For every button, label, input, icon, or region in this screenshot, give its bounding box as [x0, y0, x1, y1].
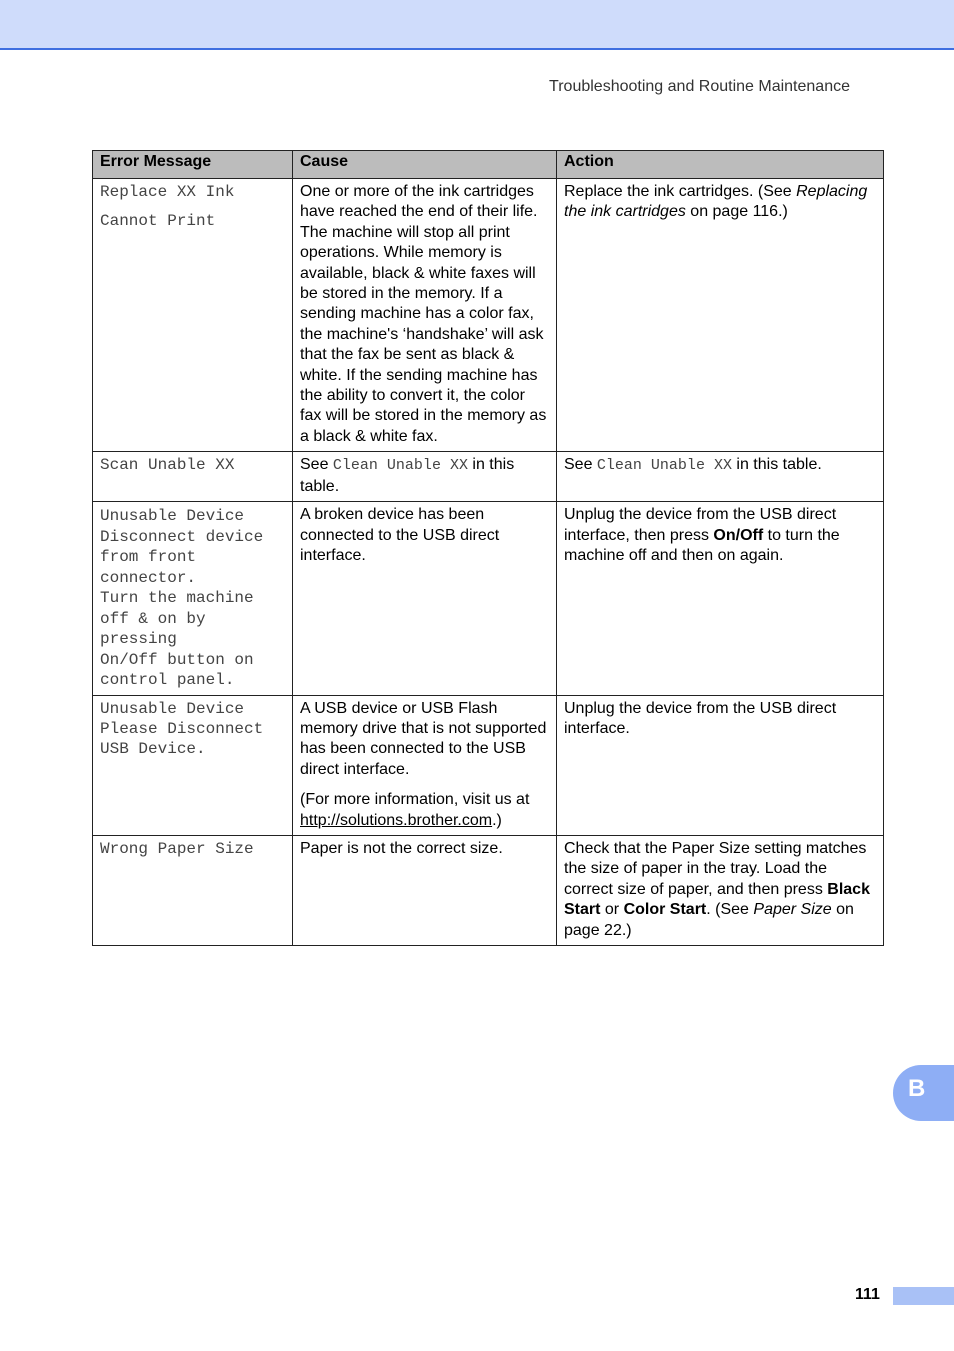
cause-cell: Paper is not the correct size. — [293, 836, 557, 946]
action-cell: Unplug the device from the USB direct interface. — [557, 695, 884, 835]
error-message-cell — [93, 452, 293, 502]
action-cell — [557, 179, 884, 452]
action-text: See — [564, 456, 597, 474]
table-row — [93, 695, 884, 835]
error-message-line: Turn the machine — [100, 589, 254, 608]
error-message-line: off & on by pressing — [100, 609, 206, 649]
table-header-row — [93, 151, 884, 179]
table-row — [93, 836, 884, 946]
error-message-line: from front connector. — [100, 548, 197, 587]
error-message-line: Wrong Paper Size — [100, 840, 254, 859]
error-message-line: Unusable Device — [100, 507, 245, 526]
action-text: to turn the machine off and then on again. — [564, 526, 840, 564]
column-header-action: Action — [557, 151, 884, 179]
error-message-line: Scan Unable XX — [100, 456, 235, 475]
action-text: Unplug the device from the USB direct interface, then press — [564, 506, 837, 544]
cause-cell — [293, 452, 557, 502]
action-text: Replace the ink cartridges. (See — [564, 183, 797, 200]
cause-cell — [293, 695, 557, 835]
error-message-cell — [93, 502, 293, 696]
header-band — [0, 0, 954, 50]
column-header-cause: Cause — [293, 151, 557, 179]
action-cell — [557, 452, 884, 502]
running-header-title: Troubleshooting and Routine Maintenance — [549, 78, 850, 95]
action-text: on page 22.) — [564, 901, 854, 939]
more-info-text — [300, 790, 549, 831]
action-text: Check that the Paper Size setting matches the size of paper in the tray. Load the correct size of paper, and then press — [564, 840, 867, 898]
code-reference: Clean Unable XX — [332, 457, 468, 475]
cause-cell: A broken device has been connected to the USB direct interface. — [293, 502, 557, 696]
support-website-link[interactable]: http://solutions.brother.com — [300, 811, 493, 829]
error-message-line: control panel. — [100, 671, 235, 690]
error-message-cell — [93, 179, 293, 452]
code-reference: Clean Unable XX — [596, 457, 732, 475]
cross-reference: Paper Size — [753, 901, 832, 919]
button-name: On/Off — [713, 526, 764, 544]
table-row — [93, 502, 884, 696]
cause-text: See — [300, 456, 333, 474]
error-message-table — [92, 150, 884, 946]
cause-text: A USB device or USB Flash memory drive that is not supported has been connected to the USB direct interface. — [300, 699, 547, 778]
more-info-prefix: (For more information, visit us at — [300, 791, 530, 809]
cause-cell: One or more of the ink cartridges have reached the end of their life. The machine will stop all print operations. While memory is available, black & white faxes will be stored in the memory. If a sending machine has a color fax, the machine's ‘handshake’ will ask that the fax be sent as black & white. If the sending machine has the ability to convert it, the color fax will be stored in the memory as a black & white fax. — [293, 179, 557, 452]
button-name: Black Start — [564, 880, 870, 919]
more-info-suffix: .) — [492, 811, 502, 829]
cause-text: in this table. — [300, 456, 515, 495]
error-message-line: Unusable Device — [100, 699, 245, 718]
page-number: 111 — [855, 1286, 880, 1303]
error-message-line: Cannot Print — [100, 212, 216, 231]
button-name: Color Start — [623, 901, 707, 919]
action-text: or — [600, 901, 624, 919]
error-message-line: Please Disconnect — [100, 720, 264, 738]
table-row — [93, 179, 884, 452]
action-text: on page 116.) — [685, 203, 788, 221]
error-message-cell — [93, 836, 293, 946]
error-message-line: On/Off button on — [100, 650, 254, 669]
error-message-line: Disconnect device — [100, 527, 264, 546]
cross-reference: Replacing the ink cartridges — [564, 183, 868, 221]
error-message-cell — [93, 695, 293, 835]
column-header-error-message: Error Message — [93, 151, 293, 179]
appendix-tab-letter: B — [908, 1075, 926, 1102]
error-message-line: USB Device. — [100, 740, 206, 759]
action-cell — [557, 502, 884, 696]
error-message-line: Replace XX Ink — [100, 183, 235, 201]
action-cell — [557, 836, 884, 946]
action-text: . (See — [706, 901, 754, 919]
action-text: in this table. — [731, 456, 822, 474]
page-number-bar — [893, 1287, 954, 1305]
table-row — [93, 452, 884, 502]
